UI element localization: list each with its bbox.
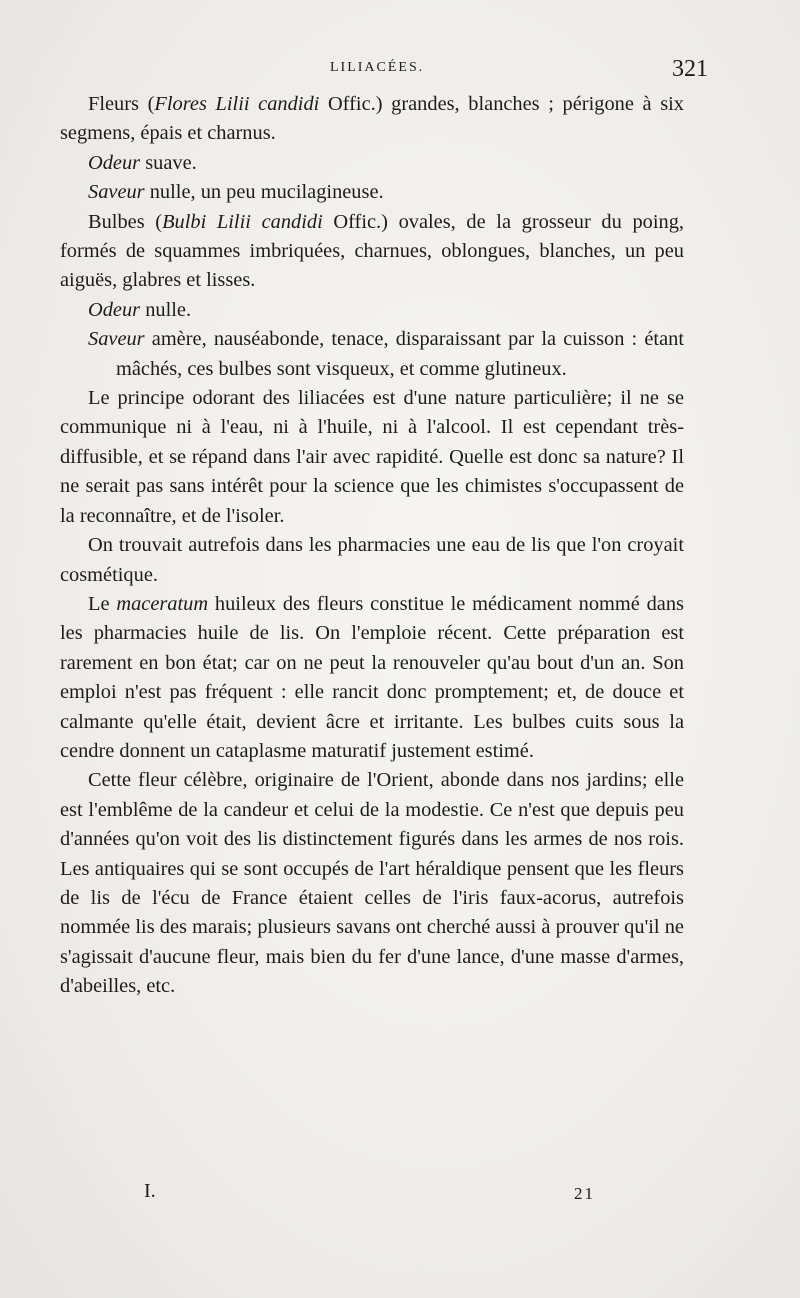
text-run: amère, nauséabonde, tenace, disparaissant par la cuisson : étant mâchés, ces bulbes sont visqueux, et comme glutineux. xyxy=(116,328,684,380)
paragraph-odour-flowers xyxy=(60,149,684,178)
latin-term: maceratum xyxy=(116,592,209,615)
paragraph-taste-bulbs xyxy=(60,325,684,384)
latin-name: Bulbi Lilii candidi xyxy=(162,210,323,233)
paragraph-flowers xyxy=(60,90,684,149)
text-run: nulle. xyxy=(140,298,192,321)
text-run: Bulbes ( xyxy=(88,210,163,233)
text-run: Offic.) grandes, blanches ; périgone à six segmens, épais et charnus. xyxy=(60,93,684,145)
page-footer xyxy=(0,1180,800,1210)
text-run: suave. xyxy=(140,151,197,174)
paragraph-bulbs xyxy=(60,208,684,296)
text-run: nulle, un peu mucilagineuse. xyxy=(144,181,384,204)
running-title: LILIACÉES. xyxy=(330,60,425,75)
paragraph-taste-flowers xyxy=(60,178,684,207)
folio-number: 21 xyxy=(574,1184,595,1203)
label-taste: Saveur xyxy=(88,328,145,351)
signature-mark: I. xyxy=(144,1180,156,1202)
paragraph-odour-bulbs xyxy=(60,296,684,325)
text-run: Offic.) ovales, de la grosseur du poing, formés de squammes imbriquées, charnues, oblongues, blanches, un peu aiguës, glabres et lisses. xyxy=(60,210,684,292)
text-run: huileux des fleurs constitue le médicament nommé dans les pharmacies huile de lis. On l'emploie récent. Cette préparation est rarement en bon état; car on ne peut la renouveler qu'au bout d'un an. Son emploi n'est pas fréquent : elle rancit donc promptement; et, de douce et calmante qu'elle était, devient âcre et irritante. Les bulbes cuits sous la cendre donnent un cataplasme maturatif justement estimé. xyxy=(60,592,684,762)
text-run: Fleurs ( xyxy=(88,93,155,115)
label-taste: Saveur xyxy=(88,181,145,204)
text-run: Le xyxy=(88,592,117,615)
label-odour: Odeur xyxy=(88,298,141,321)
label-odour: Odeur xyxy=(88,151,141,174)
page-number: 321 xyxy=(672,56,708,82)
paragraph-principle: Le principe odorant des liliacées est d'une nature particulière; il ne se communique ni à l'eau, ni à l'huile, ni à l'alcool. Il est cependant très-diffusible, et se répand dans l'air avec rapidité. Quelle est donc sa nature? Il ne serait pas sans intérêt pour la science que les chimistes s'occupassent de la reconnaître, et de l'isoler. xyxy=(60,387,684,527)
body-text xyxy=(60,90,684,1002)
paragraph-maceratum xyxy=(60,590,684,766)
paragraph-water: On trouvait autrefois dans les pharmacies une eau de lis que l'on croyait cosmétique. xyxy=(60,534,684,586)
page-header xyxy=(0,56,800,86)
paragraph-history: Cette fleur célèbre, originaire de l'Orient, abonde dans nos jardins; elle est l'emblême de la candeur et celui de la modestie. Ce n'est que depuis peu d'années qu'on voit des lis distinctement figurés dans les armes de nos rois. Les antiquaires qui se sont occupés de l'art héraldique pensent que les fleurs de lis de l'écu de France étaient celles de l'iris faux-acorus, autrefois nommée lis des marais; plusieurs savans ont cherché aussi à prouver qu'il ne s'agissait d'aucune fleur, mais bien du fer d'une lance, d'une masse d'armes, d'abeilles, etc. xyxy=(60,769,684,998)
latin-name: Flores Lilii candidi xyxy=(154,93,320,115)
